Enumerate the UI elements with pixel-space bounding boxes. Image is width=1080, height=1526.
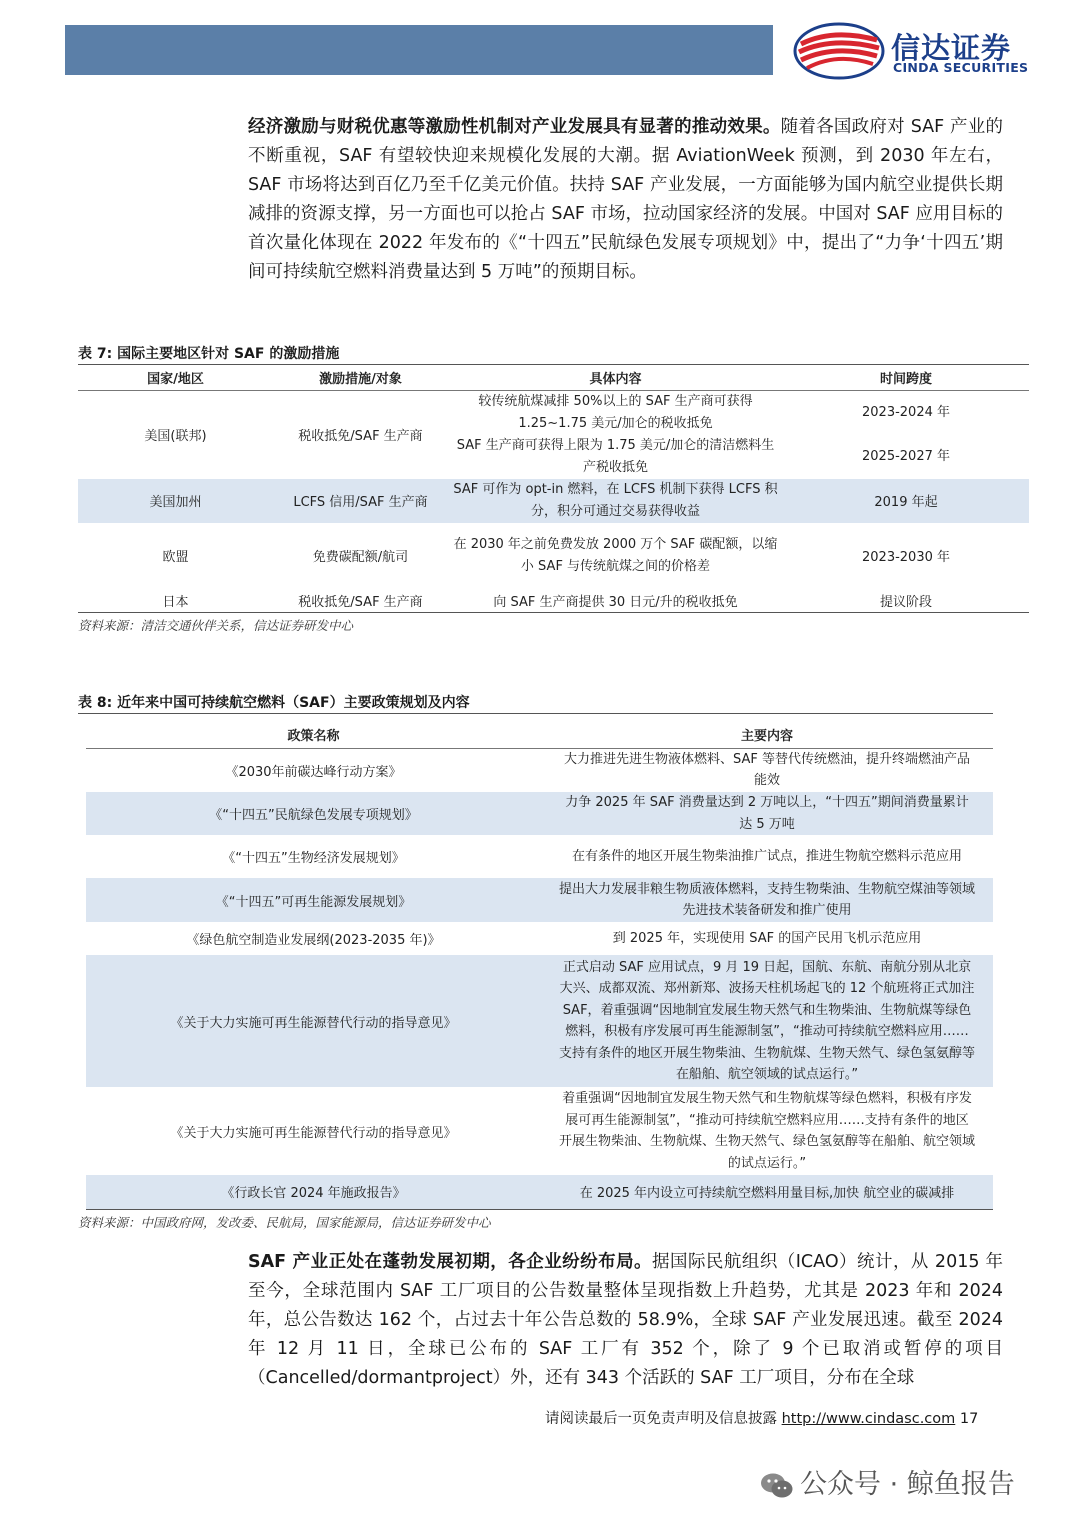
table7 <box>78 366 1029 613</box>
intro-paragraph <box>248 113 1003 287</box>
table-row <box>86 955 993 1087</box>
table8-cell-name: 《关于大力实施可再生能源替代行动的指导意见》 <box>170 1125 457 1141</box>
intro-paragraph-lead: 经济激励与财税优惠等激励性机制对产业发展具有显著的推动效果。 <box>248 117 781 137</box>
table7-cell-time: 2019 年起 <box>783 479 1029 523</box>
table7-caption: 表 7: 国际主要地区针对 SAF 的激励措施 <box>78 346 340 362</box>
header-bar <box>65 25 773 75</box>
table8-cell-content: 力争 2025 年 SAF 消费量达到 2 万吨以上，“十四五”期间消费量累计达 5 万吨 <box>541 792 993 835</box>
table7-cell-content: SAF 可作为 opt-in 燃料，在 LCFS 机制下获得 LCFS 积分，积分可通过交易获得收益 <box>448 479 783 523</box>
table7-cell-measure: 税收抵免/SAF 生产商 <box>298 594 423 610</box>
watermark-text: 公众号 · 鲸鱼报告 <box>800 1469 1015 1500</box>
table8-cell-name: 《“十四五”可再生能源发展规划》 <box>86 878 541 922</box>
logo-emblem-icon <box>793 22 885 80</box>
table7-cell-content: 较传统航煤减排 50%以上的 SAF 生产商可获得 1.25~1.75 美元/加仑的税收抵免 <box>478 394 753 431</box>
table8-header-content: 主要内容 <box>740 728 793 744</box>
table7-cell-content: 在 2030 年之前免费发放 2000 万个 SAF 碳配额，以缩小 SAF 与传统航煤之间的价格差 <box>453 537 778 574</box>
table8-cell-name: 《“十四五”生物经济发展规划》 <box>222 851 405 866</box>
industry-paragraph-lead: SAF 产业正处在蓬勃发展初期，各企业纷纷布局。 <box>248 1252 653 1272</box>
table7-cell-measure: 税收抵免/SAF 生产商 <box>298 429 423 444</box>
table7-cell-content: 向 SAF 生产商提供 30 日元/升的税收抵免 <box>493 594 738 610</box>
table-row <box>78 479 1029 523</box>
table7-cell-region: 美国(联邦) <box>144 429 207 444</box>
table7-cell-region: 欧盟 <box>162 550 189 565</box>
table7-cell-measure: 免费碳配额/航司 <box>312 550 409 565</box>
page-footer <box>545 1407 978 1428</box>
table-row <box>86 1175 993 1209</box>
table7-header-measure: 激励措施/对象 <box>319 372 402 388</box>
table8-cell-content: 到 2025 年，实现使用 SAF 的国产民用飞机示范应用 <box>612 930 922 946</box>
footer-disclaimer: 请阅读最后一页免责声明及信息披露 <box>545 1411 777 1427</box>
page-number: 17 <box>959 1411 979 1427</box>
table-row <box>78 390 1029 479</box>
table-row <box>78 523 1029 589</box>
table7-cell-time: 提议阶段 <box>879 594 932 610</box>
table8-cell-name: 《关于大力实施可再生能源替代行动的指导意见》 <box>86 955 541 1087</box>
table7-cell-time: 2023-2024 年 <box>862 404 950 420</box>
footer-website-link[interactable]: http://www.cindasc.com <box>781 1411 956 1427</box>
table7-cell-time: 2023-2030 年 <box>862 550 950 565</box>
table-row <box>86 922 993 955</box>
table7-top-rule <box>78 364 1029 365</box>
table8 <box>86 721 993 1210</box>
table7-cell-region: 美国加州 <box>78 479 273 523</box>
table-row <box>86 748 993 792</box>
industry-paragraph-body: 据国际民航组织（ICAO）统计，从 2015 年至今，全球范围内 SAF 工厂项目的公告数量整体呈现指数上升趋势，尤其是 2023 年和 2024 年，总公告数达 162 个，占过去十年公告总数的 58.9%，全球 SAF 产业发展迅速。截至 2024 年 12 月 11 日，全球已公布的 SAF 工厂有 352 个，除了 9 个已取消或暂停的项目（Cancelled/dormantproject）外，还有 343 个活跃的 SAF 工厂项目，分布在全球 <box>248 1252 1003 1388</box>
watermark <box>760 1462 1015 1501</box>
industry-paragraph <box>248 1248 1003 1393</box>
table-row <box>86 1087 993 1175</box>
table7-cell-time: 2025-2027 年 <box>862 448 950 464</box>
table8-top-rule <box>78 713 993 714</box>
table7-cell-content: SAF 生产商可获得上限为 1.75 美元/加仑的清洁燃料生产税收抵免 <box>456 438 775 475</box>
table7-header-content: 具体内容 <box>589 372 642 388</box>
table8-cell-name: 《行政长官 2024 年施政报告》 <box>86 1175 541 1209</box>
table7-cell-region: 日本 <box>162 594 189 610</box>
table8-cell-content: 在 2025 年内设立可持续航空燃料用量目标,加快 航空业的碳减排 <box>541 1175 993 1209</box>
table7-header-region: 国家/地区 <box>147 372 204 388</box>
logo-chinese-name: 信达证券 <box>891 31 1012 65</box>
table8-cell-content: 在有条件的地区开展生物柴油推广试点，推进生物航空燃料示范应用 <box>571 848 962 864</box>
table-row <box>86 878 993 922</box>
table8-cell-content: 正式启动 SAF 应用试点，9 月 19 日起，国航、东航、南航分别从北京大兴、成都双流、郑州新郑、波扬天柱机场起飞的 12 个航班将正式加注 SAF，着重强调“因地制宜发展生物天然气和生物柴油、生物航煤等绿色燃料，积极有序发展可再生能源制氢”，“推动可持续航空燃料应用……支持有条件的地区开展生物柴油、生物航煤、生物天然气、绿色氢氨醇等在船舶、航空领域的试点运行。” <box>541 955 993 1087</box>
table8-source: 资料来源：中国政府网，发改委、民航局，国家能源局，信达证券研发中心 <box>78 1215 491 1230</box>
intro-paragraph-body: 随着各国政府对 SAF 产业的不断重视，SAF 有望较快迎来规模化发展的大潮。据 AviationWeek 预测，到 2030 年左右，SAF 市场将达到百亿乃至千亿美元价值。扶持 SAF 产业发展，一方面能够为国内航空业提供长期减排的资源支撑，另一方面也可以抢占 SAF 市场，拉动国家经济的发展。中国对 SAF 应用目标的首次量化体现在 2022 年发布的《“十四五”民航绿色发展专项规划》中，提出了“力争‘十四五’期间可持续航空燃料消费量达到 5 万吨”的预期目标。 <box>248 117 1003 282</box>
table8-cell-content: 大力推进先进生物液体燃料、SAF 等替代传统燃油，提升终端燃油产品能效 <box>564 751 970 789</box>
table8-cell-name: 《“十四五”民航绿色发展专项规划》 <box>86 792 541 835</box>
table7-source: 资料来源：清洁交通伙伴关系，信达证券研发中心 <box>78 618 354 633</box>
wechat-icon <box>760 1472 794 1500</box>
table8-cell-name: 《绿色航空制造业发展纲(2023-2035 年)》 <box>186 933 441 948</box>
table8-caption: 表 8: 近年来中国可持续航空燃料（SAF）主要政策规划及内容 <box>78 695 470 711</box>
table8-header-name: 政策名称 <box>287 728 340 744</box>
company-logo <box>793 22 1053 80</box>
table-row <box>86 792 993 835</box>
table8-cell-content: 着重强调“因地制宜发展生物天然气和生物航煤等绿色燃料，积极有序发展可再生能源制氢”，“推动可持续航空燃料应用……支持有条件的地区开展生物柴油、生物航煤、生物天然气、绿色氢氨醇等在船舶、航空领域的试点运行。” <box>559 1091 976 1171</box>
table-row <box>78 589 1029 613</box>
table-row <box>86 835 993 878</box>
table8-cell-content: 提出大力发展非粮生物质液体燃料，支持生物柴油、生物航空煤油等领域先进技术装备研发和推广使用 <box>541 878 993 922</box>
table7-cell-measure: LCFS 信用/SAF 生产商 <box>273 479 448 523</box>
logo-english-name: CINDA SECURITIES <box>893 60 1029 75</box>
table7-header-time: 时间跨度 <box>879 372 932 388</box>
table8-cell-name: 《2030年前碳达峰行动方案》 <box>225 764 402 780</box>
